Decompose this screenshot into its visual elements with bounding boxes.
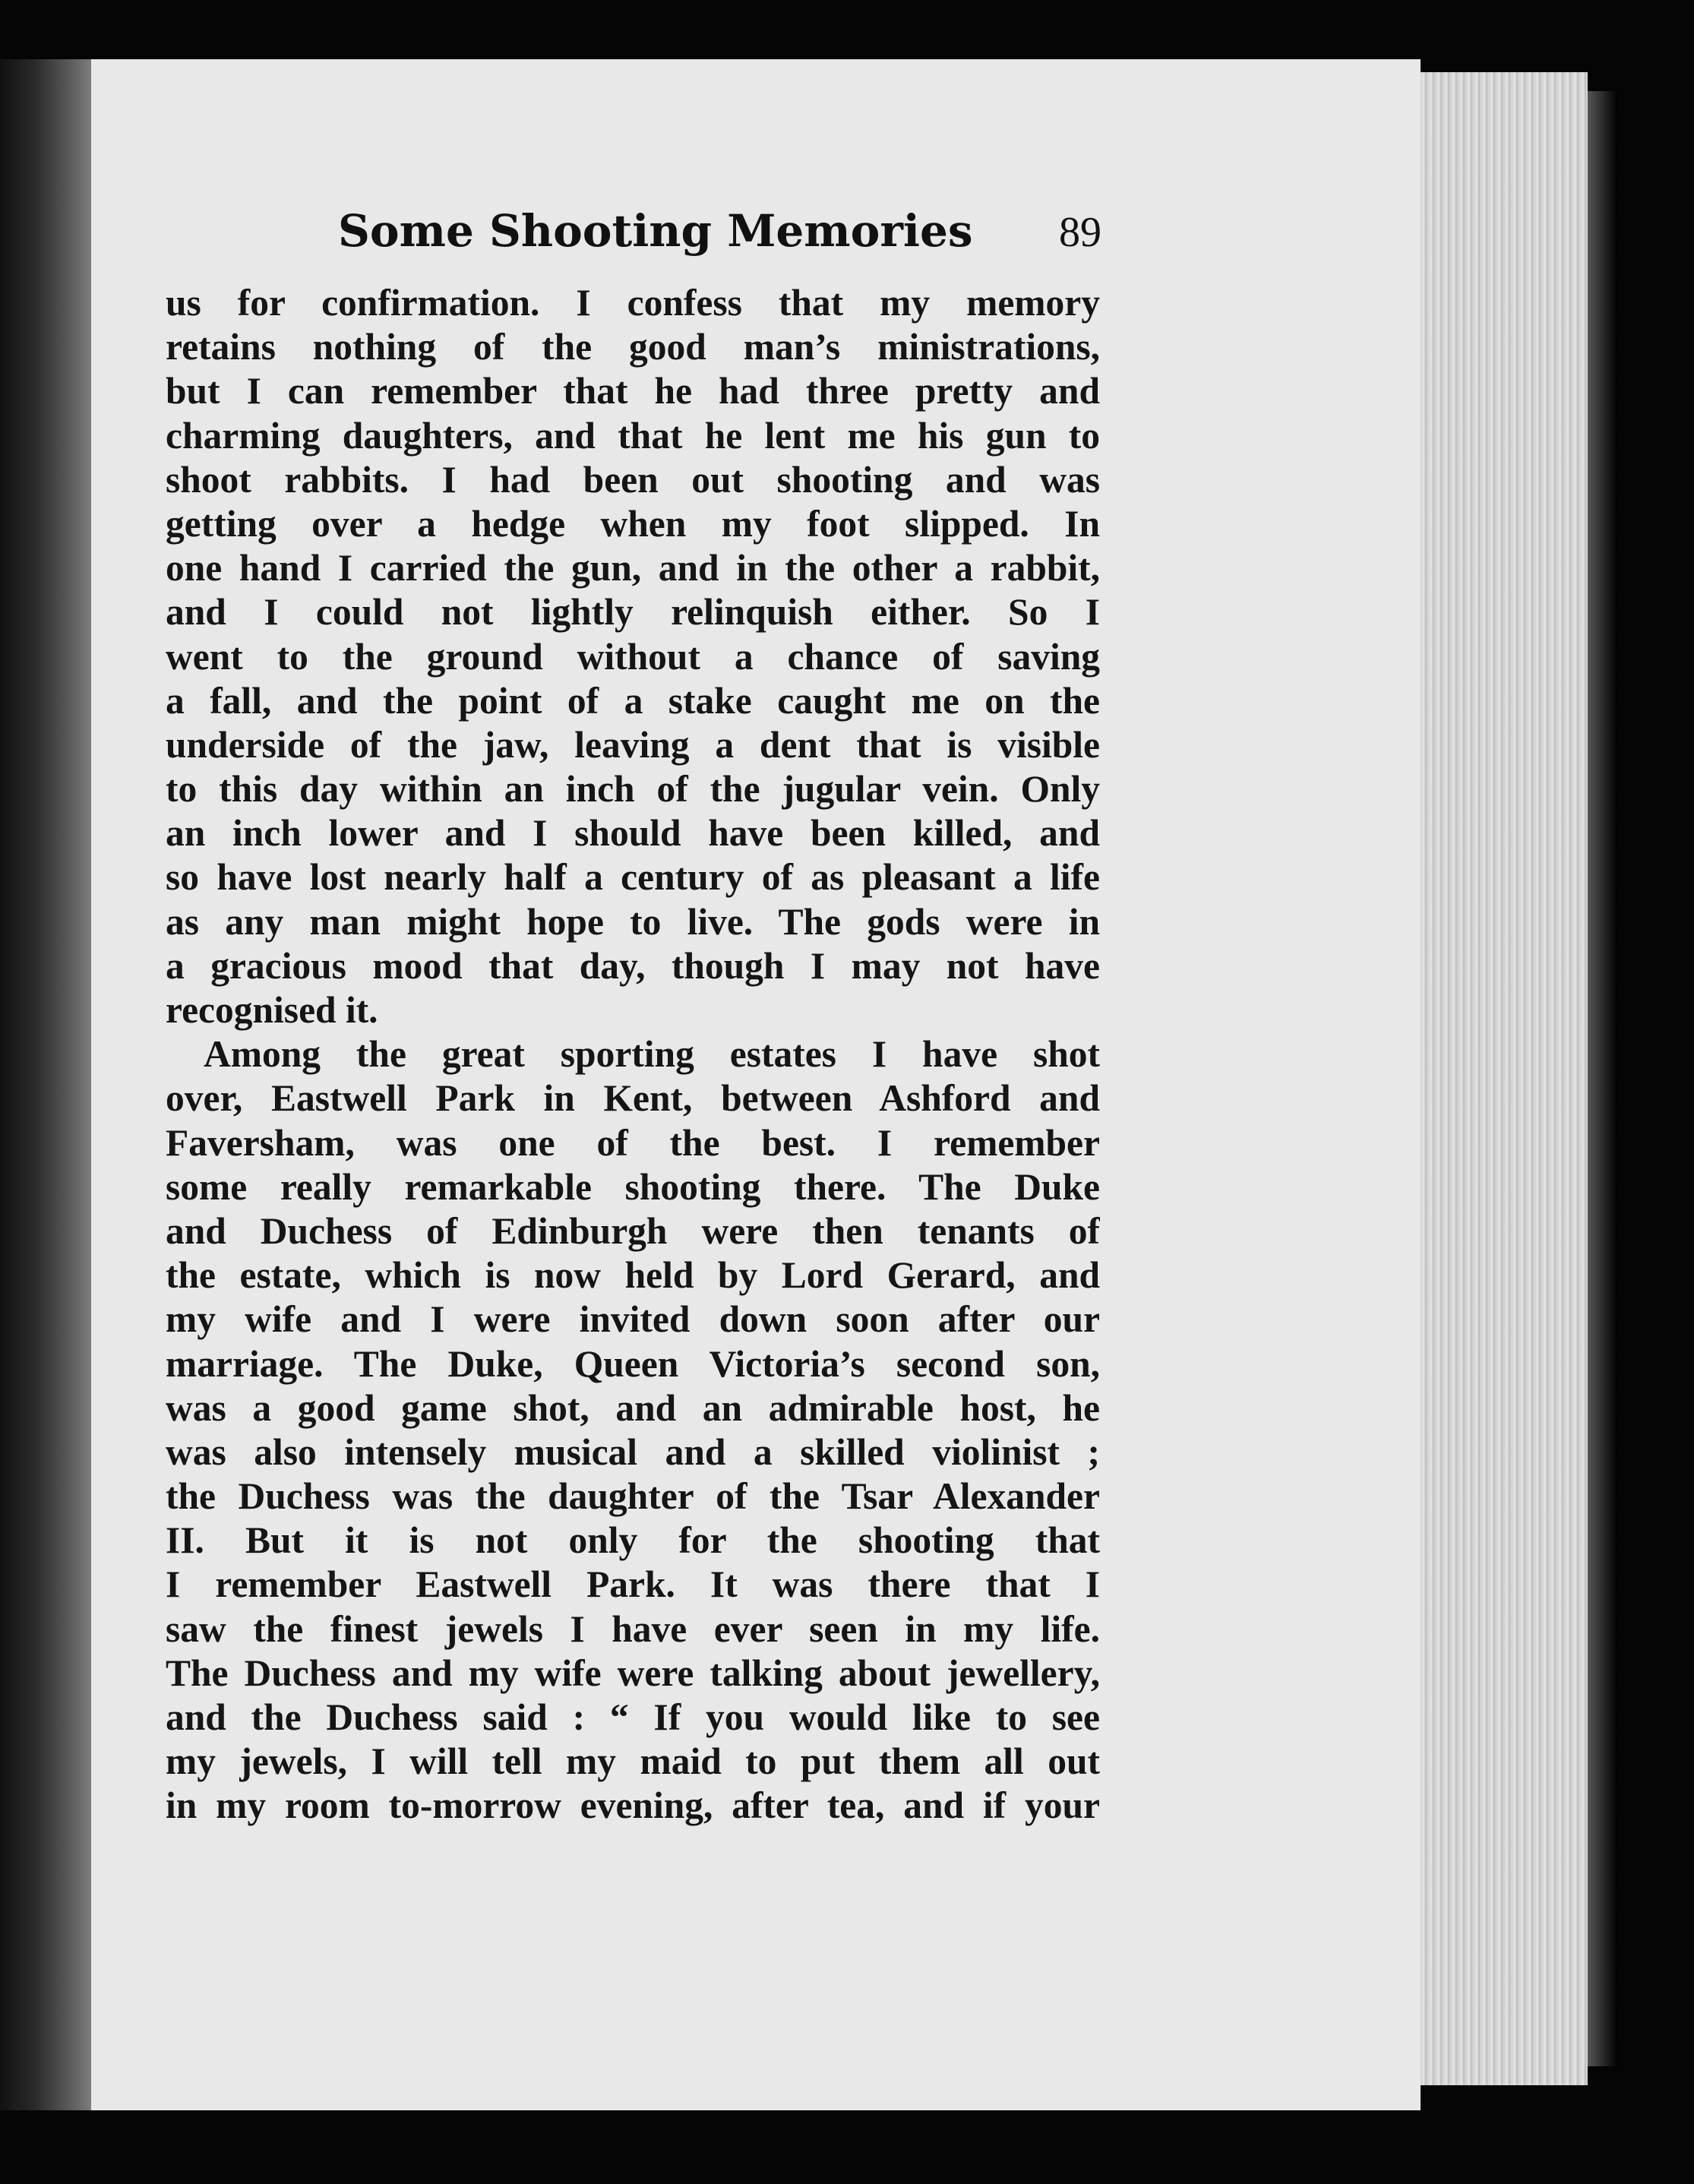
- running-head-title: Some Shooting Memories: [338, 205, 973, 257]
- text-line: was also intensely musical and a skilled violinist ;: [166, 1430, 1100, 1473]
- text-line: saw the finest jewels I have ever seen in my life.: [166, 1607, 1100, 1650]
- text-line: my wife and I were invited down soon after our: [166, 1298, 1100, 1341]
- page-number: 89: [1059, 209, 1101, 256]
- paragraph-2: [166, 1032, 1100, 1828]
- body-text: [166, 281, 1100, 1828]
- text-line: shoot rabbits. I had been out shooting and was: [166, 458, 1100, 501]
- text-line: the estate, which is now held by Lord Gerard, and: [166, 1254, 1100, 1297]
- page-edges-shadow: [1588, 91, 1618, 2066]
- text-line: Among the great sporting estates I have shot: [204, 1033, 1100, 1076]
- text-line: II. But it is not only for the shooting that: [166, 1519, 1100, 1562]
- text-line: a fall, and the point of a stake caught me on the: [166, 679, 1100, 722]
- text-line: us for confirmation. I confess that my memory: [166, 282, 1100, 324]
- text-line: so have lost nearly half a century of as pleasant a life: [166, 856, 1100, 899]
- text-line: my jewels, I will tell my maid to put them all out: [166, 1740, 1100, 1783]
- running-head: [167, 205, 1101, 266]
- text-line: I remember Eastwell Park. It was there that I: [166, 1563, 1100, 1606]
- text-line: underside of the jaw, leaving a dent that is visible: [166, 723, 1100, 766]
- text-line: over, Eastwell Park in Kent, between Ashford and: [166, 1077, 1100, 1120]
- text-line: the Duchess was the daughter of the Tsar Alexander: [166, 1475, 1100, 1518]
- text-line: some really remarkable shooting there. The Duke: [166, 1165, 1100, 1208]
- text-line: was a good game shot, and an admirable host, he: [166, 1386, 1100, 1429]
- text-line: to this day within an inch of the jugular vein. Only: [166, 768, 1100, 811]
- text-line: Faversham, was one of the best. I remember: [166, 1121, 1100, 1164]
- text-line: and I could not lightly relinquish either. So I: [166, 591, 1100, 634]
- text-line: charming daughters, and that he lent me his gun to: [166, 414, 1100, 457]
- text-line: an inch lower and I should have been killed, and: [166, 812, 1100, 855]
- text-line: a gracious mood that day, though I may not have: [166, 944, 1100, 987]
- text-line: but I can remember that he had three pretty and: [166, 370, 1100, 412]
- text-line: retains nothing of the good man’s ministrations,: [166, 326, 1100, 368]
- text-line: one hand I carried the gun, and in the other a rabbit,: [166, 547, 1100, 589]
- text-line: and the Duchess said : “ If you would like to see: [166, 1696, 1100, 1738]
- text-line: getting over a hedge when my foot slipped. In: [166, 502, 1100, 545]
- paragraph-1: [166, 281, 1100, 1032]
- text-line: The Duchess and my wife were talking about jewellery,: [166, 1651, 1100, 1694]
- text-line: went to the ground without a chance of saving: [166, 635, 1100, 678]
- page-edges: [1413, 72, 1588, 2085]
- text-line: and Duchess of Edinburgh were then tenants of: [166, 1209, 1100, 1252]
- text-line: marriage. The Duke, Queen Victoria’s second son,: [166, 1342, 1100, 1385]
- text-line: recognised it.: [166, 989, 378, 1031]
- text-line: as any man might hope to live. The gods were in: [166, 900, 1100, 943]
- book-spine-shadow: [0, 59, 99, 2110]
- text-line: in my room to-morrow evening, after tea, and if your: [166, 1784, 1100, 1827]
